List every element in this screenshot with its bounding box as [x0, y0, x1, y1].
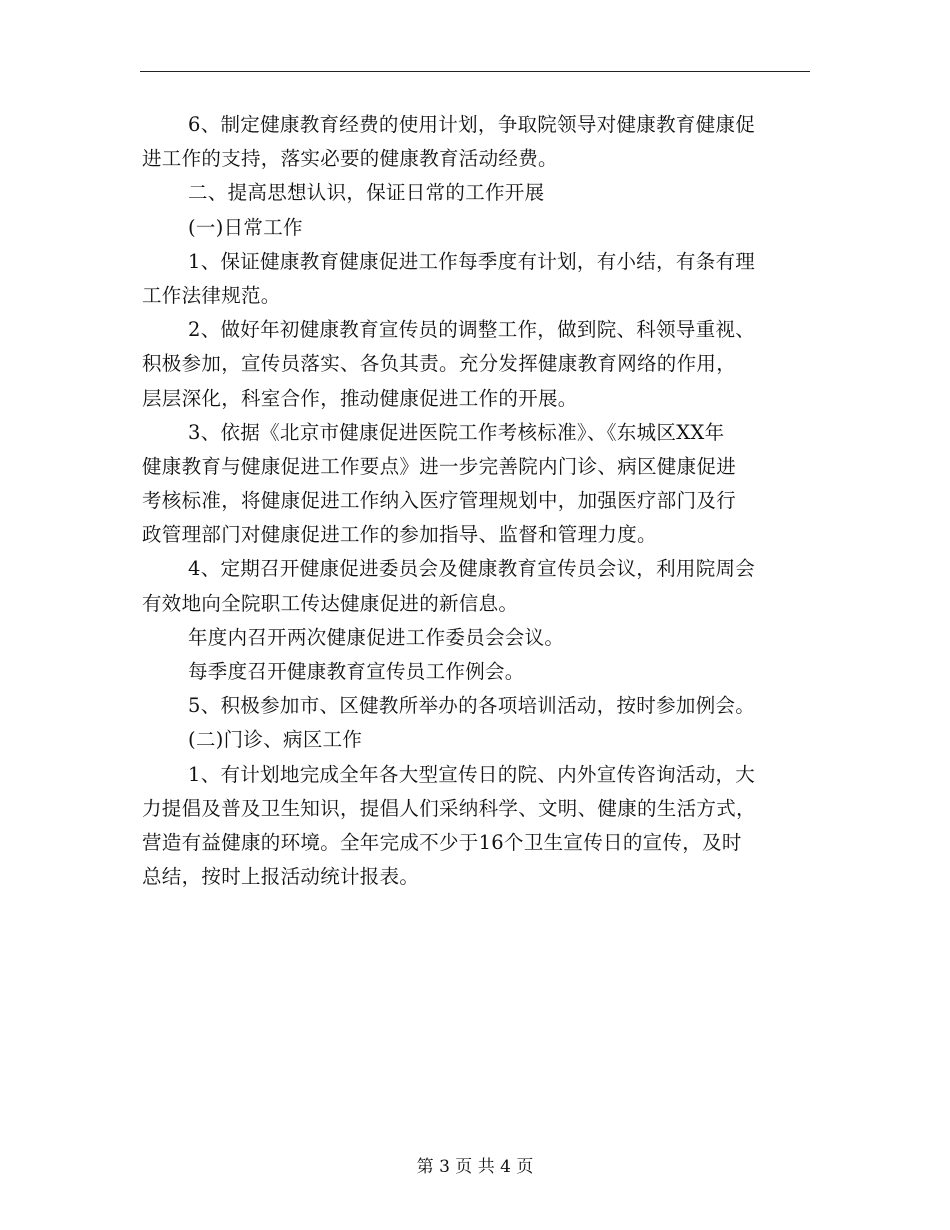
- text-line: 5、积极参加市、区健教所举办的各项培训活动，按时参加例会。: [188, 694, 756, 718]
- text-line: (二)门诊、病区工作: [188, 728, 363, 752]
- text-line: 6、制定健康教育经费的使用计划，争取院领导对健康教育健康促: [188, 113, 756, 136]
- text-line: 每季度召开健康教育宣传员工作例会。: [188, 660, 525, 683]
- text-line: 进工作的支持，落实必要的健康教育活动经费。: [142, 147, 558, 171]
- text-line: 1、保证健康教育健康促进工作每季度有计划，有小结，有条有理: [188, 249, 756, 273]
- text-line: 积极参加，宣传员落实、各负其责。充分发挥健康教育网络的作用，: [142, 352, 737, 376]
- text-line: 总结，按时上报活动统计报表。: [142, 865, 420, 889]
- text-line: 工作法律规范。: [142, 283, 281, 307]
- text-line: 3、依据《北京市健康促进医院工作考核标准》、《东城区XX年: [188, 420, 725, 444]
- text-line: 层层深化，科室合作，推动健康促进工作的开展。: [142, 386, 578, 410]
- page-number-footer: 第 3 页 共 4 页: [416, 1157, 534, 1177]
- text-line: 营造有益健康的环境。全年完成不少于16个卫生宣传日的宣传，及时: [142, 830, 742, 854]
- text-line: 2、做好年初健康教育宣传员的调整工作，做到院、科领导重视、: [188, 318, 756, 342]
- text-line: 二、提高思想认识，保证日常的工作开展: [188, 181, 545, 205]
- text-line: 健康教育与健康促进工作要点》进一步完善院内门诊、病区健康促进: [142, 454, 737, 478]
- text-line: 4、定期召开健康促进委员会及健康教育宣传员会议，利用院周会: [188, 557, 756, 581]
- document-body: [142, 108, 814, 894]
- text-line: 政管理部门对健康促进工作的参加指导、监督和管理力度。: [142, 523, 657, 547]
- text-line: 力提倡及普及卫生知识，提倡人们采纳科学、文明、健康的生活方式，: [142, 796, 756, 820]
- text-line: (一)日常工作: [188, 215, 303, 239]
- text-line: 1、有计划地完成全年各大型宣传日的院、内外宣传咨询活动，大: [188, 762, 756, 786]
- text-line: 考核标准，将健康促进工作纳入医疗管理规划中，加强医疗部门及行: [142, 489, 737, 513]
- header-rule: [140, 71, 810, 72]
- text-line: 有效地向全院职工传达健康促进的新信息。: [142, 591, 519, 615]
- text-line: 年度内召开两次健康促进工作委员会会议。: [188, 625, 565, 649]
